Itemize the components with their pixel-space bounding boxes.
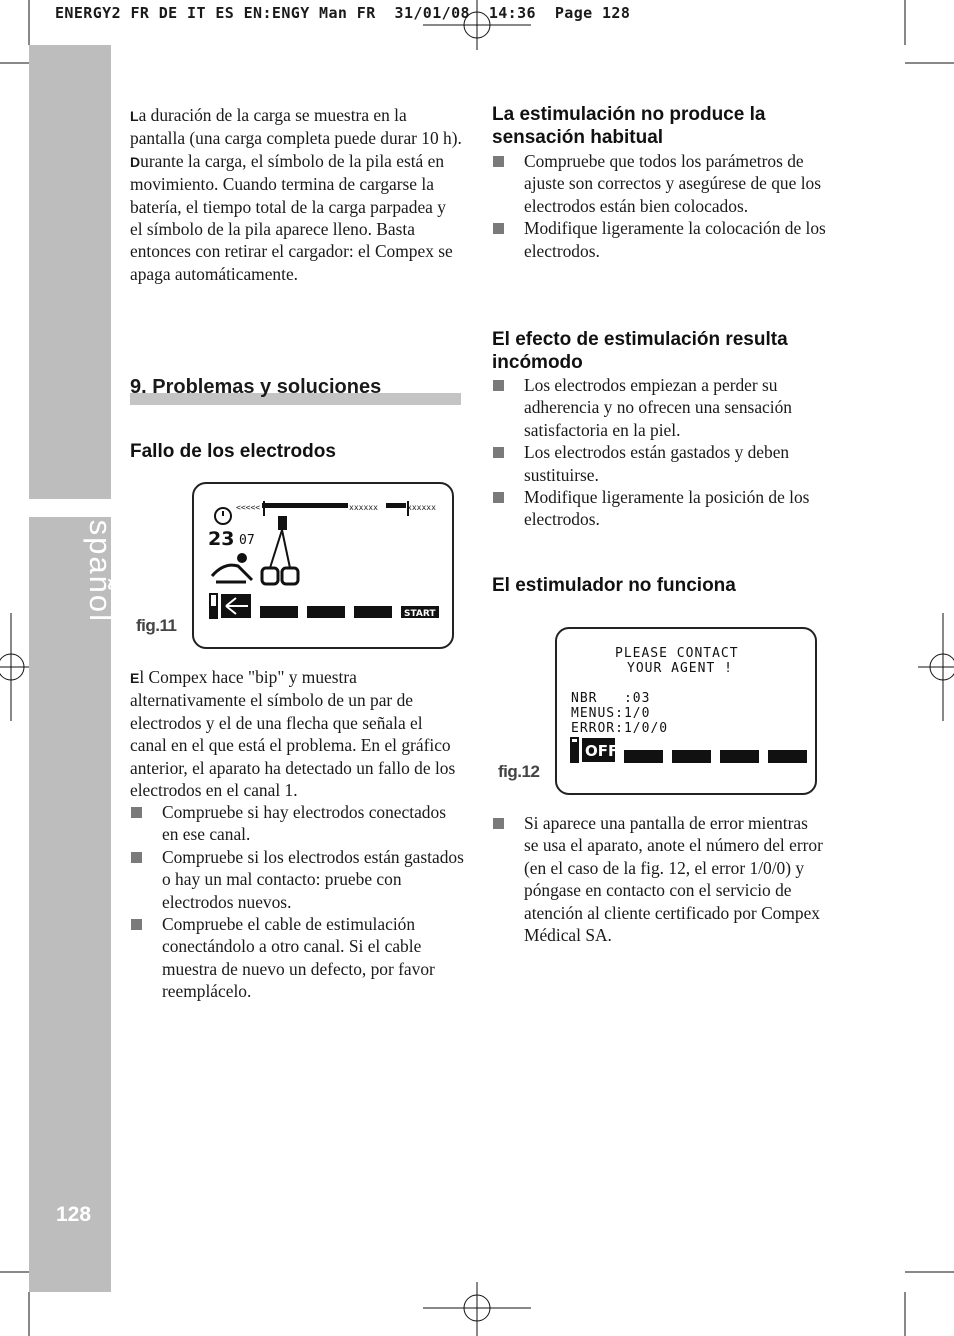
list-item: [492, 812, 826, 946]
list-item-text: Si aparece una pantalla de error mientras se usa el aparato, anote el número del error (en el caso de la fig. 12, el error 1/0/0) y póngase en contacto con el servicio de atención al cliente certificado por Compex Médical SA.: [524, 813, 823, 946]
list-item: [130, 846, 464, 913]
fig12-lcd-graphic: [557, 629, 815, 793]
fig12-line-nbr: NBR :03: [571, 691, 651, 706]
sidebar-language-label: Español: [83, 497, 118, 624]
list-item: [492, 486, 826, 531]
subsection-title-electrode-failure: Fallo de los electrodos: [130, 441, 336, 462]
drop-cap: L: [130, 108, 139, 124]
bullet-square-icon: [131, 919, 142, 930]
list-item-text: Compruebe que todos los parámetros de ajuste son correctos y asegúrese de que los electrodos están bien colocados.: [524, 151, 821, 216]
fig11-lcd-graphic: [194, 484, 452, 647]
section-title: 9. Problemas y soluciones: [130, 376, 382, 398]
bullet-square-icon: [493, 492, 504, 503]
heading-uncomfortable-effect: El efecto de estimulación resulta incómodo: [492, 329, 788, 373]
heading-stimulator-not-working: El estimulador no funciona: [492, 575, 736, 596]
intro-text: [130, 104, 462, 285]
fig11-caption: fig.11: [136, 616, 177, 635]
bullet-square-icon: [493, 223, 504, 234]
list-item-text: Modifique ligeramente la colocación de los electrodos.: [524, 218, 826, 261]
drop-cap: D: [130, 153, 141, 170]
fig12-line-please-contact: PLEASE CONTACT: [615, 646, 739, 661]
list-item-text: Los electrodos empiezan a perder su adherencia y no ofrecen una sensación satisfactoria en la piel.: [524, 375, 792, 440]
fig12-line-error: ERROR:1/0/0: [571, 721, 669, 736]
error-screen-bullets: [492, 812, 826, 946]
electrode-failure-body: l Compex hace "bip" y muestra alternativamente el símbolo de un par de electrodos y el de una flecha que señala el canal en el que está el problema. En el gráfico anterior, el aparato ha detectado un fallo de los electrodos en el canal 1.: [130, 667, 456, 801]
bullet-square-icon: [131, 852, 142, 863]
page-number: 128: [56, 1203, 92, 1226]
bullet-square-icon: [493, 818, 504, 829]
intro-paragraph-2: [130, 150, 462, 285]
intro-paragraph-2-text: urante la carga, el símbolo de la pila está en movimiento. Cuando termina de cargarse la batería, el tiempo total de la carga parpadea y el símbolo de la pila aparece lleno. Basta entonces con retirar el cargador: el Compex se apaga automáticamente.: [130, 150, 453, 284]
bullet-square-icon: [493, 447, 504, 458]
fig11-time-small: 07: [239, 533, 255, 548]
fig11-start-label: START: [404, 609, 436, 619]
list-item: [492, 150, 826, 217]
language-sidebar: [29, 45, 111, 1292]
bullet-square-icon: [493, 156, 504, 167]
electrode-failure-text: [130, 666, 462, 801]
print-slug-header: ENERGY2 FR DE IT ES EN:ENGY Man FR 31/01/08 14:36 Page 128: [55, 4, 631, 22]
fig11-lcd-screen: [192, 482, 454, 649]
fig12-lcd-screen: [555, 627, 817, 795]
fig12-off-label: OFF: [585, 742, 619, 760]
intro-paragraph-1: [130, 104, 462, 150]
list-item-text: Compruebe si los electrodos están gastados o hay un mal contacto: pruebe con electrodos nuevos.: [162, 846, 464, 912]
svg-text:xxxxxx: xxxxxx: [349, 503, 378, 512]
svg-text:xxxxxx: xxxxxx: [407, 503, 436, 512]
list-item: [130, 913, 464, 1003]
uncomfortable-effect-bullets: [492, 374, 826, 531]
unusual-sensation-bullets: [492, 150, 826, 262]
fig12-caption: fig.12: [498, 762, 540, 781]
bullet-square-icon: [131, 807, 142, 818]
list-item: [492, 217, 826, 262]
list-item-text: Compruebe si hay electrodos conectados en ese canal.: [162, 802, 446, 845]
fig11-time-big: 23: [208, 528, 235, 550]
bullet-square-icon: [493, 380, 504, 391]
list-item-text: Compruebe el cable de estimulación conectándolo a otro canal. Si el cable muestra de nuevo un defecto, por favor reemplácelo.: [162, 914, 435, 1002]
list-item: [130, 801, 464, 846]
intro-paragraph-1-text: a duración de la carga se muestra en la pantalla (una carga completa puede durar 10 h).: [130, 105, 462, 149]
list-item-text: Los electrodos están gastados y deben sustituirse.: [524, 442, 790, 485]
list-item: [492, 441, 826, 486]
list-item-text: Modifique ligeramente la posición de los electrodos.: [524, 487, 810, 530]
svg-text:<<<<<: <<<<<: [236, 503, 261, 512]
electrode-failure-paragraph: [130, 666, 462, 801]
heading-unusual-sensation: La estimulación no produce la sensación habitual: [492, 104, 766, 148]
electrode-failure-bullets: [130, 801, 464, 1003]
drop-cap: E: [130, 670, 140, 686]
fig12-line-menus: MENUS:1/0: [571, 706, 651, 721]
list-item: [492, 374, 826, 441]
fig12-line-your-agent: YOUR AGENT !: [627, 661, 733, 676]
